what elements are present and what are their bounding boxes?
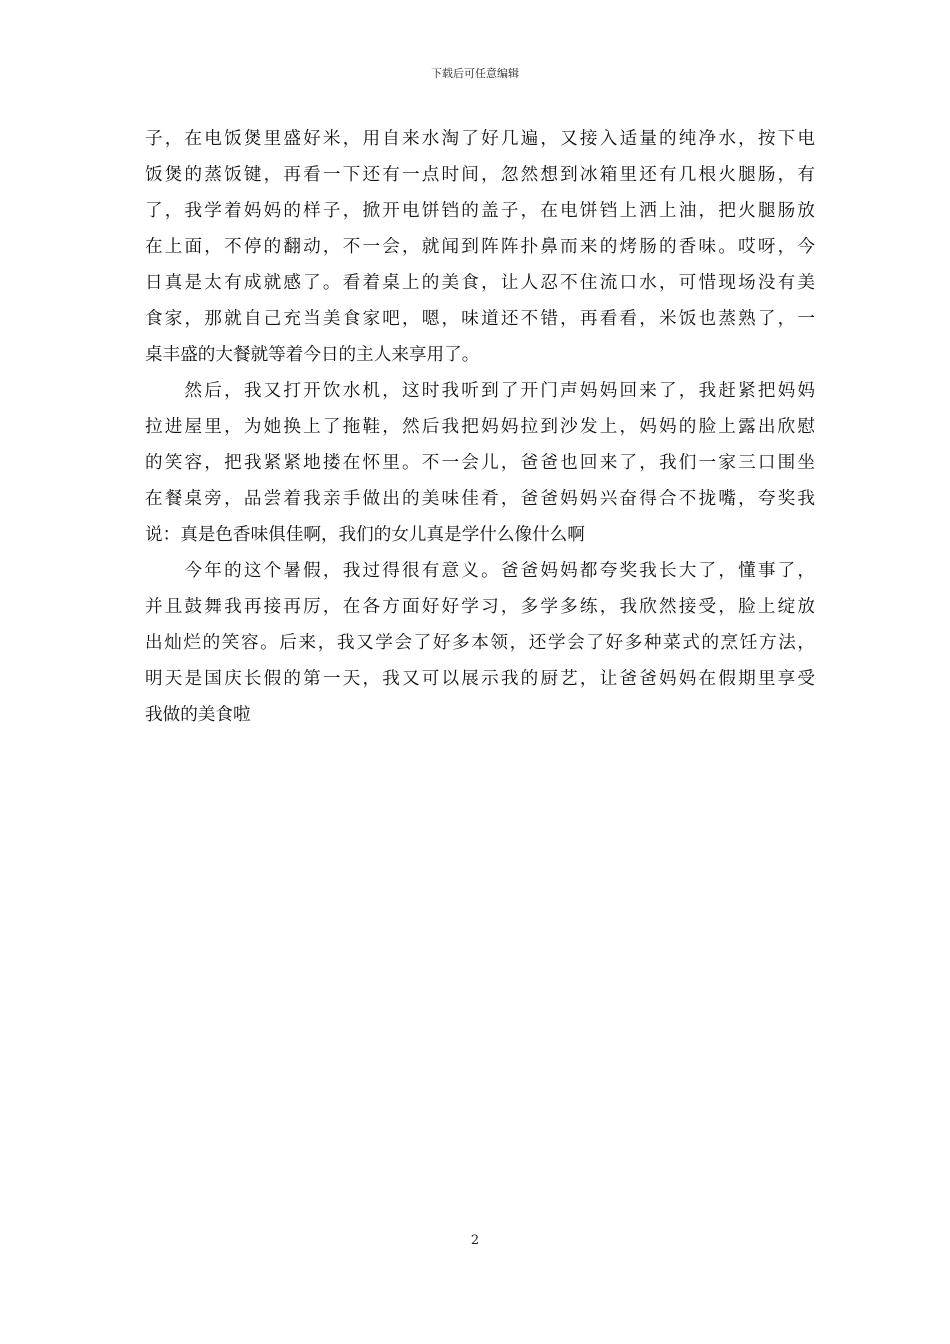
text-line: 在上面，不停的翻动，不一会，就闻到阵阵扑鼻而来的烤肠的香味。哎呀，今 — [145, 237, 815, 257]
text-line: 子，在电饭煲里盛好米，用自来水淘了好几遍，又接入适量的纯净水，按下电 — [145, 129, 815, 149]
text-line: 明天是国庆长假的第一天，我又可以展示我的厨艺，让爸爸妈妈在假期里享受 — [145, 669, 815, 689]
text-line: 今年的这个暑假，我过得很有意义。爸爸妈妈都夸奖我长大了，懂事了， — [145, 561, 815, 581]
text-line: 日真是太有成就感了。看着桌上的美食，让人忍不住流口水，可惜现场没有美 — [145, 273, 815, 293]
page-number: 2 — [470, 1233, 480, 1248]
text-line: 了，我学着妈妈的样子，掀开电饼铛的盖子，在电饼铛上洒上油，把火腿肠放 — [145, 201, 815, 221]
text-line: 出灿烂的笑容。后来，我又学会了好多本领，还学会了好多种菜式的烹饪方法， — [145, 633, 815, 653]
text-line: 的笑容，把我紧紧地搂在怀里。不一会儿，爸爸也回来了，我们一家三口围坐 — [145, 453, 815, 473]
text-line: 在餐桌旁，品尝着我亲手做出的美味佳肴，爸爸妈妈兴奋得合不拢嘴，夸奖我 — [145, 489, 815, 509]
text-line: 食家，那就自己充当美食家吧，嗯，味道还不错，再看看，米饭也蒸熟了，一 — [145, 309, 815, 329]
document-body — [145, 121, 815, 733]
text-line: 我做的美食啦 — [145, 705, 251, 725]
text-line: 并且鼓舞我再接再厉，在各方面好好学习，多学多练，我欣然接受，脸上绽放 — [145, 597, 815, 617]
page-header: 下载后可任意编辑 — [431, 67, 519, 80]
text-line: 饭煲的蒸饭键，再看一下还有一点时间，忽然想到冰箱里还有几根火腿肠，有 — [145, 165, 815, 185]
text-line: 拉进屋里，为她换上了拖鞋，然后我把妈妈拉到沙发上，妈妈的脸上露出欣慰 — [145, 417, 815, 437]
text-line: 说：真是色香味俱佳啊，我们的女儿真是学什么像什么啊 — [145, 525, 585, 545]
text-line: 然后，我又打开饮水机，这时我听到了开门声妈妈回来了，我赶紧把妈妈 — [145, 381, 815, 401]
text-line: 桌丰盛的大餐就等着今日的主人来享用了。 — [145, 345, 480, 365]
